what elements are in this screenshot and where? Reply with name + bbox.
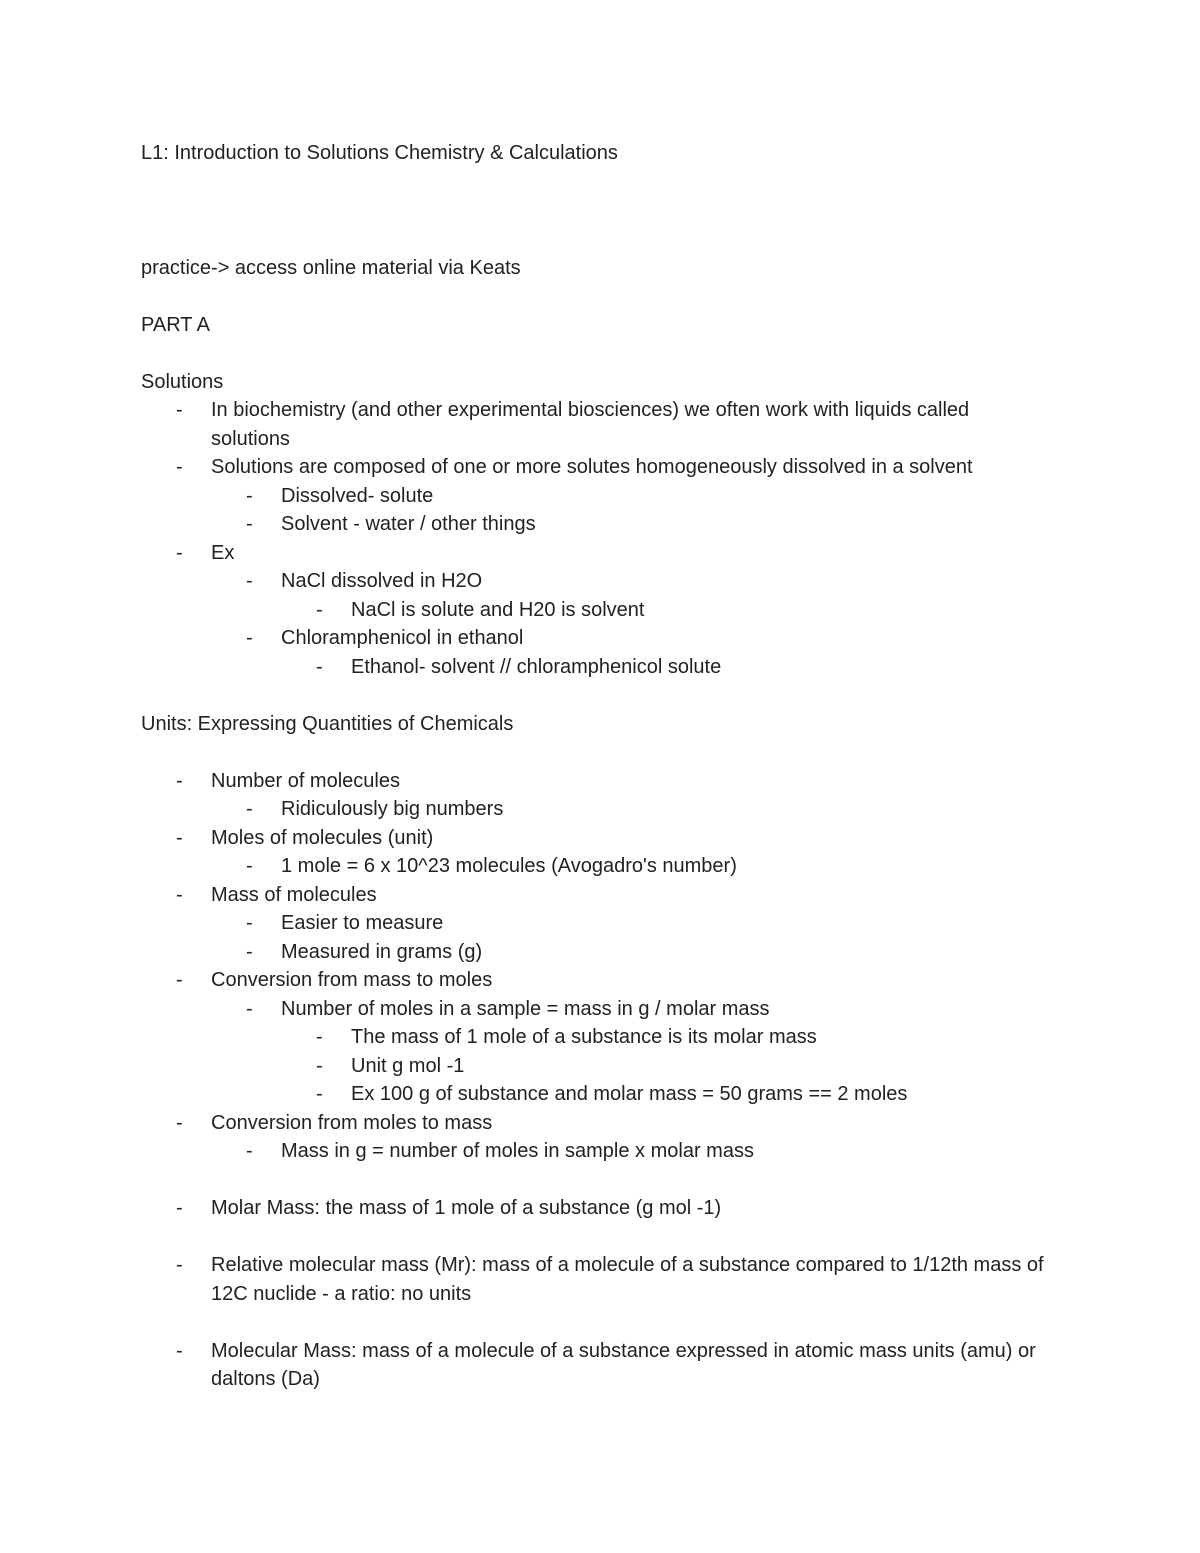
list-item xyxy=(281,653,1050,682)
bullet-dash: - xyxy=(316,1083,323,1105)
sub-list xyxy=(211,1137,1050,1166)
sub-list xyxy=(211,995,1050,1109)
list-item-text: Solvent - water / other things xyxy=(281,513,536,535)
list-item-text: 1 mole = 6 x 10^23 molecules (Avogadro's number) xyxy=(281,855,737,877)
solutions-list xyxy=(141,396,1050,681)
bullet-dash: - xyxy=(176,1111,183,1134)
list-item xyxy=(141,453,1050,539)
bullet-dash: - xyxy=(316,598,323,621)
spacer xyxy=(141,681,1050,710)
bullet-dash: - xyxy=(246,997,253,1020)
list-item xyxy=(141,881,1050,967)
list-item xyxy=(211,795,1050,824)
list-item xyxy=(281,1080,1050,1109)
sub-sub-list xyxy=(281,596,1050,625)
list-item-text: Solutions are composed of one or more solutes homogeneously dissolved in a solvent xyxy=(211,456,973,478)
bullet-dash: - xyxy=(176,1197,183,1219)
list-item xyxy=(141,767,1050,824)
list-item xyxy=(141,1251,1050,1308)
list-item-text: Unit g mol -1 xyxy=(351,1054,465,1077)
bullet-dash: - xyxy=(176,826,183,849)
sub-sub-list xyxy=(281,653,1050,682)
sub-list xyxy=(211,567,1050,681)
list-item xyxy=(211,482,1050,511)
list-item xyxy=(281,596,1050,625)
bullet-dash: - xyxy=(176,769,183,792)
list-item-text: Relative molecular mass (Mr): mass of a molecule of a substance compared to 1/12th mass of 12C nuclide - a ratio: no units xyxy=(211,1254,1044,1305)
bullet-dash: - xyxy=(246,1140,253,1162)
list-item-text: Mass of molecules xyxy=(211,883,377,906)
sub-list xyxy=(211,909,1050,966)
spacer xyxy=(141,1223,1050,1252)
list-item xyxy=(141,1194,1050,1223)
list-item xyxy=(141,539,1050,682)
bullet-dash: - xyxy=(176,1339,183,1362)
document-title: L1: Introduction to Solutions Chemistry & Calculations xyxy=(141,142,618,164)
list-item xyxy=(141,1109,1050,1166)
list-item-text: Conversion from moles to mass xyxy=(211,1111,493,1134)
list-item-text: Molecular Mass: mass of a molecule of a substance expressed in atomic mass units (amu) or daltons (Da) xyxy=(211,1339,1036,1390)
list-item xyxy=(211,938,1050,967)
list-item xyxy=(211,995,1050,1109)
practice-note: practice-> access online material via Keats xyxy=(141,256,521,279)
part-heading: PART A xyxy=(141,313,210,336)
list-item-text: Number of molecules xyxy=(211,769,400,792)
list-item xyxy=(211,510,1050,539)
spacer xyxy=(141,282,1050,311)
list-item-text: Ridiculously big numbers xyxy=(281,798,504,820)
list-item-text: The mass of 1 mole of a substance is its molar mass xyxy=(351,1026,817,1048)
list-item-text: Easier to measure xyxy=(281,912,444,934)
bullet-dash: - xyxy=(316,655,323,678)
solutions-heading: Solutions xyxy=(141,370,224,393)
list-item-text: In biochemistry (and other experimental biosciences) we often work with liquids called solutions xyxy=(211,399,970,450)
list-item xyxy=(141,1337,1050,1394)
list-item xyxy=(211,909,1050,938)
spacer xyxy=(141,1308,1050,1337)
sub-list xyxy=(211,795,1050,824)
list-item-text: Ex 100 g of substance and molar mass = 50 grams == 2 moles xyxy=(351,1083,908,1105)
bullet-dash: - xyxy=(246,570,253,592)
bullet-dash: - xyxy=(246,855,253,877)
list-item xyxy=(211,567,1050,624)
list-item xyxy=(211,624,1050,681)
list-item xyxy=(211,852,1050,881)
bullet-dash: - xyxy=(246,940,253,963)
list-item-text: Measured in grams (g) xyxy=(281,940,483,963)
spacer xyxy=(141,339,1050,368)
sub-list xyxy=(211,852,1050,881)
sub-sub-list xyxy=(281,1023,1050,1109)
list-item-text: NaCl is solute and H20 is solvent xyxy=(351,598,645,621)
list-item-text: Conversion from mass to moles xyxy=(211,969,493,991)
bullet-dash: - xyxy=(176,541,183,564)
sub-list xyxy=(211,482,1050,539)
bullet-dash: - xyxy=(246,627,253,649)
units-heading: Units: Expressing Quantities of Chemicals xyxy=(141,712,514,735)
list-item-text: Number of moles in a sample = mass in g / molar mass xyxy=(281,997,770,1020)
bullet-dash: - xyxy=(176,399,183,421)
bullet-dash: - xyxy=(316,1054,323,1077)
bullet-dash: - xyxy=(176,1254,183,1276)
bullet-dash: - xyxy=(246,798,253,820)
spacer xyxy=(141,1166,1050,1195)
list-item xyxy=(211,1137,1050,1166)
list-item-text: Molar Mass: the mass of 1 mole of a substance (g mol -1) xyxy=(211,1197,722,1219)
list-item xyxy=(281,1052,1050,1081)
list-item-text: Ex xyxy=(211,541,235,564)
units-list xyxy=(141,767,1050,1394)
bullet-dash: - xyxy=(316,1026,323,1048)
list-item-text: NaCl dissolved in H2O xyxy=(281,570,483,592)
list-item-text: Mass in g = number of moles in sample x molar mass xyxy=(281,1140,754,1162)
list-item xyxy=(141,966,1050,1109)
bullet-dash: - xyxy=(246,513,253,535)
bullet-dash: - xyxy=(246,912,253,934)
list-item-text: Moles of molecules (unit) xyxy=(211,826,434,849)
bullet-dash: - xyxy=(176,456,183,478)
list-item xyxy=(141,824,1050,881)
list-item-text: Dissolved- solute xyxy=(281,484,434,507)
bullet-dash: - xyxy=(176,883,183,906)
list-item-text: Ethanol- solvent // chloramphenicol solute xyxy=(351,655,722,678)
list-item xyxy=(281,1023,1050,1052)
list-item-text: Chloramphenicol in ethanol xyxy=(281,627,524,649)
spacer xyxy=(141,738,1050,767)
bullet-dash: - xyxy=(246,484,253,507)
list-item xyxy=(141,396,1050,453)
bullet-dash: - xyxy=(176,969,183,991)
